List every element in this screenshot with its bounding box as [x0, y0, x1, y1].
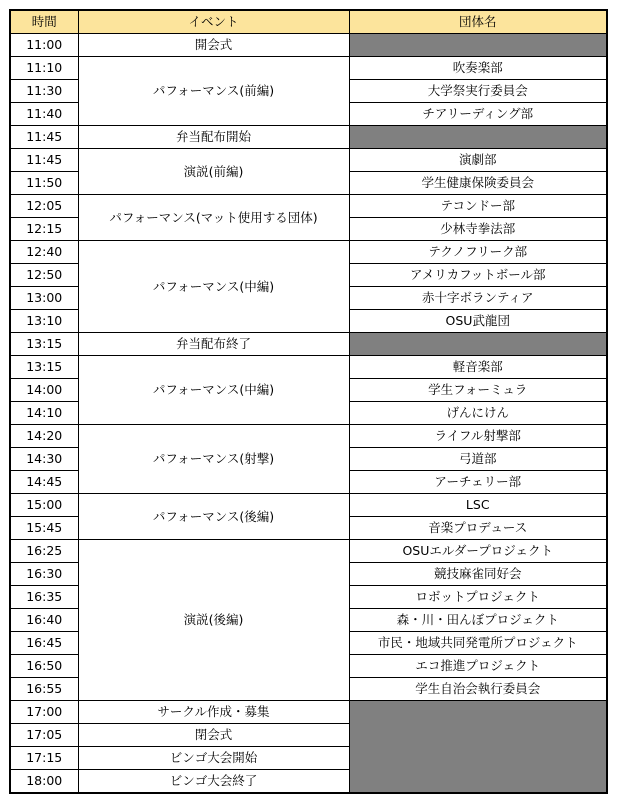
time-cell: 11:00 [10, 34, 78, 57]
time-cell: 13:00 [10, 287, 78, 310]
group-cell: ライフル射撃部 [349, 425, 607, 448]
table-row [10, 425, 607, 448]
group-cell: OSU武龍団 [349, 310, 607, 333]
group-cell: 森・川・田んぼプロジェクト [349, 609, 607, 632]
time-cell: 16:40 [10, 609, 78, 632]
event-cell: パフォーマンス(中編) [78, 241, 349, 333]
time-cell: 14:00 [10, 379, 78, 402]
header-row [10, 10, 607, 34]
schedule-body [10, 34, 607, 794]
time-cell: 15:00 [10, 494, 78, 517]
time-cell: 11:30 [10, 80, 78, 103]
time-cell: 11:10 [10, 57, 78, 80]
time-cell: 14:45 [10, 471, 78, 494]
time-cell: 16:55 [10, 678, 78, 701]
time-cell: 11:45 [10, 149, 78, 172]
event-cell: パフォーマンス(前編) [78, 57, 349, 126]
group-cell: げんにけん [349, 402, 607, 425]
header-time: 時間 [10, 10, 78, 34]
group-cell: 競技麻雀同好会 [349, 563, 607, 586]
event-cell: サークル作成・募集 [78, 701, 349, 724]
event-cell: 開会式 [78, 34, 349, 57]
table-row [10, 494, 607, 517]
group-cell: 音楽プロデュース [349, 517, 607, 540]
time-cell: 17:05 [10, 724, 78, 747]
event-cell: 演説(前編) [78, 149, 349, 195]
table-row [10, 540, 607, 563]
time-cell: 16:45 [10, 632, 78, 655]
time-cell: 17:15 [10, 747, 78, 770]
group-cell: 学生自治会執行委員会 [349, 678, 607, 701]
time-cell: 14:20 [10, 425, 78, 448]
group-cell: 赤十字ボランティア [349, 287, 607, 310]
time-cell: 11:40 [10, 103, 78, 126]
group-cell: 弓道部 [349, 448, 607, 471]
header-event: イベント [78, 10, 349, 34]
group-cell: 学生フォーミュラ [349, 379, 607, 402]
time-cell: 12:40 [10, 241, 78, 264]
empty-group-cell [349, 126, 607, 149]
group-cell: 大学祭実行委員会 [349, 80, 607, 103]
time-cell: 12:15 [10, 218, 78, 241]
group-cell: チアリーディング部 [349, 103, 607, 126]
time-cell: 13:10 [10, 310, 78, 333]
header-group: 団体名 [349, 10, 607, 34]
table-row [10, 57, 607, 80]
time-cell: 17:00 [10, 701, 78, 724]
event-cell: 弁当配布終了 [78, 333, 349, 356]
time-cell: 16:50 [10, 655, 78, 678]
event-cell: パフォーマンス(マット使用する団体) [78, 195, 349, 241]
time-cell: 14:10 [10, 402, 78, 425]
event-cell: ビンゴ大会開始 [78, 747, 349, 770]
group-cell: 学生健康保険委員会 [349, 172, 607, 195]
group-cell: アーチェリー部 [349, 471, 607, 494]
time-cell: 18:00 [10, 770, 78, 794]
time-cell: 15:45 [10, 517, 78, 540]
time-cell: 13:15 [10, 356, 78, 379]
event-cell: 閉会式 [78, 724, 349, 747]
time-cell: 11:45 [10, 126, 78, 149]
table-row [10, 356, 607, 379]
table-row [10, 149, 607, 172]
event-cell: パフォーマンス(中編) [78, 356, 349, 425]
empty-group-cell [349, 701, 607, 794]
table-row [10, 333, 607, 356]
group-cell: 演劇部 [349, 149, 607, 172]
table-row [10, 241, 607, 264]
group-cell: テクノフリーク部 [349, 241, 607, 264]
time-cell: 11:50 [10, 172, 78, 195]
table-row [10, 701, 607, 724]
group-cell: OSUエルダープロジェクト [349, 540, 607, 563]
table-row [10, 34, 607, 57]
table-row [10, 126, 607, 149]
group-cell: ロボットプロジェクト [349, 586, 607, 609]
empty-group-cell [349, 333, 607, 356]
event-cell: パフォーマンス(射撃) [78, 425, 349, 494]
event-cell: 演説(後編) [78, 540, 349, 701]
group-cell: LSC [349, 494, 607, 517]
group-cell: アメリカフットボール部 [349, 264, 607, 287]
time-cell: 16:30 [10, 563, 78, 586]
time-cell: 16:35 [10, 586, 78, 609]
group-cell: 少林寺拳法部 [349, 218, 607, 241]
time-cell: 12:05 [10, 195, 78, 218]
time-cell: 14:30 [10, 448, 78, 471]
event-cell: 弁当配布開始 [78, 126, 349, 149]
time-cell: 12:50 [10, 264, 78, 287]
group-cell: 吹奏楽部 [349, 57, 607, 80]
event-cell: パフォーマンス(後編) [78, 494, 349, 540]
group-cell: エコ推進プロジェクト [349, 655, 607, 678]
group-cell: 軽音楽部 [349, 356, 607, 379]
time-cell: 13:15 [10, 333, 78, 356]
group-cell: テコンドー部 [349, 195, 607, 218]
group-cell: 市民・地域共同発電所プロジェクト [349, 632, 607, 655]
time-cell: 16:25 [10, 540, 78, 563]
empty-group-cell [349, 34, 607, 57]
event-cell: ビンゴ大会終了 [78, 770, 349, 794]
table-row [10, 195, 607, 218]
schedule-table [9, 9, 608, 794]
